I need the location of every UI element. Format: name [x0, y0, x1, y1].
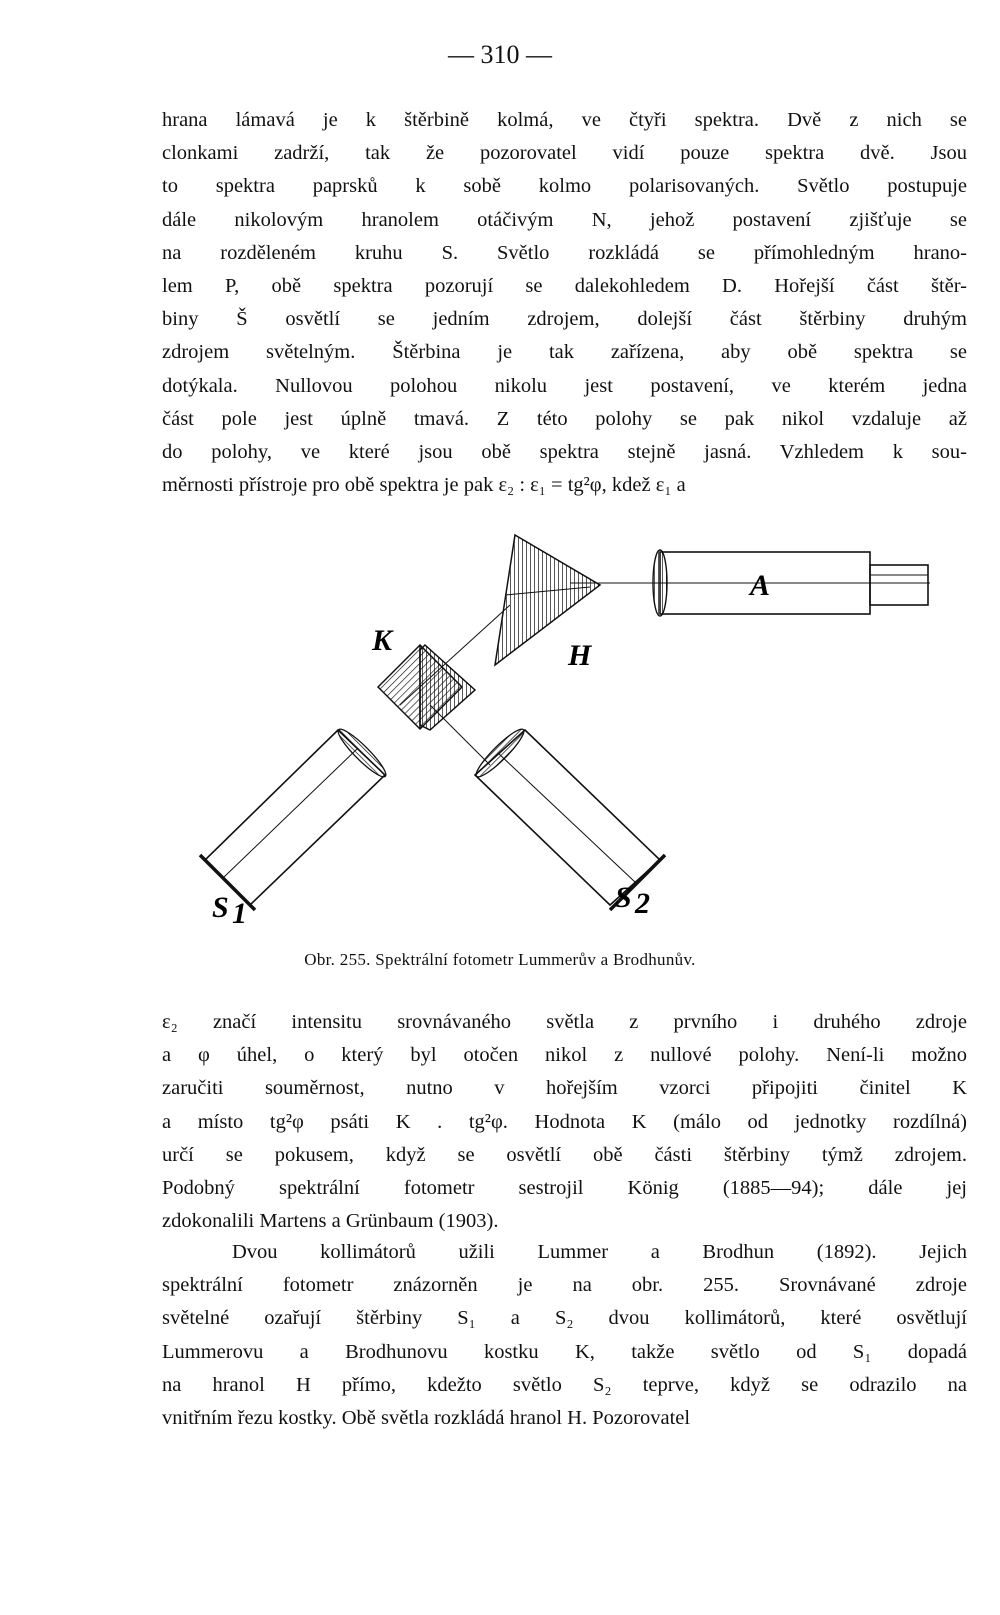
page-number: — 310 — [448, 40, 552, 69]
text-line: spektrální fotometr znázorněn je na obr. 255. Srovnávané zdroje [162, 1274, 967, 1297]
text-line: a φ úhel, o který byl otočen nikol z nullové polohy. Není-li možno [162, 1044, 967, 1067]
text-line: na hranol H přímo, kdežto světlo S₂ teprve, když se odrazilo na [162, 1373, 967, 1396]
figure-spectral-photometer [190, 525, 960, 945]
text-line: clonkami zadrží, tak že pozorovatel vidí pouze spektra dvě. Jsou [162, 142, 967, 165]
text-line: dále nikolovým hranolem otáčivým N, jehož postavení zjišťuje se [162, 208, 967, 231]
text-line: světelné ozařují štěrbiny S₁ a S₂ dvou kollimátorů, které osvětlují [162, 1307, 967, 1330]
text-line: Dvou kollimátorů užili Lummer a Brodhun (1892). Jejich [232, 1241, 967, 1263]
text-line: na rozděleném kruhu S. Světlo rozkládá se přímohledným hrano- [162, 241, 967, 264]
text-line: vnitřním řezu kostky. Obě světla rozkládá hranol H. Pozorovatel [162, 1407, 691, 1430]
text-line: lem P, obě spektra pozorují se dalekohledem D. Hořejší část štěr- [162, 275, 967, 298]
label-s2-sub: 2 [635, 887, 650, 920]
text-line: Podobný spektrální fotometr sestrojil König (1885—94); dále jej [162, 1177, 967, 1200]
text-line: ε₂ značí intensitu srovnávaného světla z prvního i druhého zdroje [162, 1011, 967, 1033]
label-s1: S [212, 891, 229, 924]
text-line: zdrojem světelným. Štěrbina je tak zařízena, aby obě spektra se [162, 341, 967, 364]
text-line: určí se pokusem, když se osvětlí obě části štěrbiny týmž zdrojem. [162, 1143, 967, 1166]
label-s1-sub: 1 [232, 897, 247, 930]
text-line: část pole jest úplně tmavá. Z této polohy se pak nikol vzdaluje až [162, 407, 967, 430]
paragraph-3 [162, 1236, 967, 1435]
text-line: hrana lámavá je k štěrbině kolmá, ve čtyři spektra. Dvě z nich se [162, 109, 967, 131]
text-line: měrnosti přístroje pro obě spektra je pak ε₂ : ε₁ = tg²φ, kdež ε₁ a [162, 474, 686, 497]
label-k: K [372, 624, 393, 657]
label-s2: S [615, 881, 632, 914]
collimator-s2 [430, 705, 665, 910]
text-line: zdokonalili Martens a Grünbaum (1903). [162, 1210, 499, 1233]
text-line: to spektra paprsků k sobě kolmo polarisovaných. Světlo postupuje [162, 175, 967, 198]
label-a: A [750, 569, 771, 602]
text-line: dotýkala. Nullovou polohou nikolu jest postavení, ve kterém jedna [162, 374, 967, 397]
label-h: H [568, 639, 592, 672]
paragraph-2 [162, 1006, 967, 1238]
text-line: biny Š osvětlí se jedním zdrojem, dolejší část štěrbiny druhým [162, 308, 967, 331]
text-line: Lummerovu a Brodhunovu kostku K, takže světlo od S₁ dopadá [162, 1340, 967, 1363]
text-line: do polohy, ve které jsou obě spektra stejně jasná. Vzhledem k sou- [162, 441, 967, 464]
collimator-s1 [200, 725, 390, 910]
paragraph-1 [162, 104, 967, 502]
text-line: a místo tg²φ psáti K . tg²φ. Hodnota K (málo od jednotky rozdílná) [162, 1110, 967, 1133]
figure-caption: Obr. 255. Spektrální fotometr Lummerův a Brodhunův. [304, 950, 696, 969]
cube-k [378, 645, 475, 730]
text-line: zaručiti souměrnost, nutno v hořejším vzorci připojiti činitel K [162, 1077, 967, 1100]
diagram-svg [190, 525, 960, 945]
